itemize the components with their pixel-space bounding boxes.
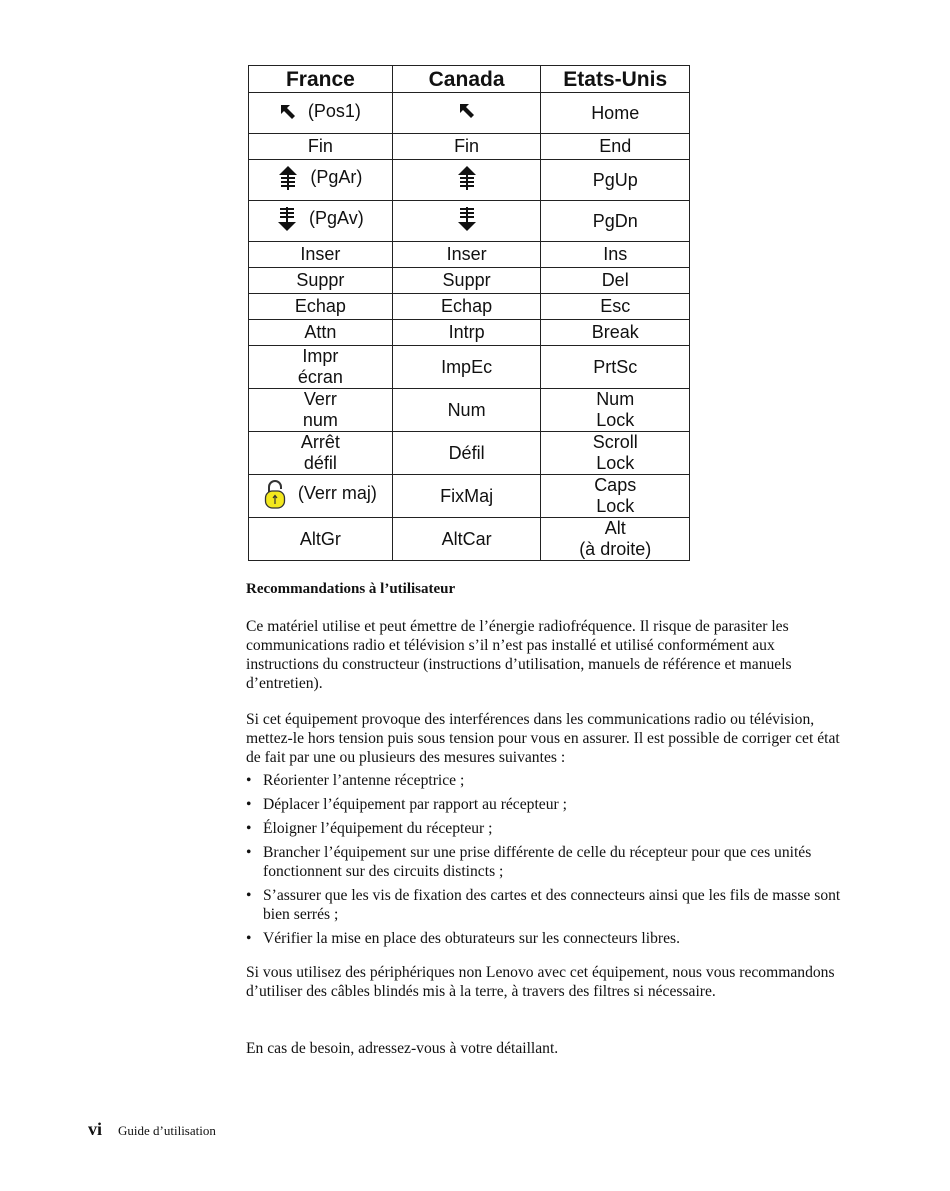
cell-etats-unis [541,432,690,475]
cell-line: (à droite) [579,539,652,559]
table-row [249,160,690,201]
cell-line: Lock [596,496,635,516]
cell-line: défil [303,453,337,473]
paragraph-shielded-cables: Si vous utilisez des périphériques non Lenovo avec cet équipement, nous vous recommandons d’utiliser des câbles blindés mis à la terre, à travers des filtres si nécessaire. [246,964,835,1000]
list-item: • Réorienter l’antenne réceptrice ; [246,771,846,790]
cell-line: Num [596,389,635,409]
padlock-icon [264,479,286,509]
cell-text: (PgAv) [309,208,364,228]
cell-etats-unis: Esc [541,294,690,320]
page-footer [88,1119,216,1140]
cell-etats-unis: Ins [541,242,690,268]
cell-text: (Verr maj) [297,483,377,503]
cell-line: Lock [596,453,635,473]
cell-line: num [302,410,338,430]
page-number: vi [88,1119,103,1139]
header-canada: Canada [392,66,541,93]
measures-list [246,771,846,953]
cell-line: Caps [594,475,637,495]
table-row [249,432,690,475]
header-etats-unis: Etats-Unis [541,66,690,93]
cell-etats-unis: Break [541,320,690,346]
table-row [249,389,690,432]
cell-france: AltGr [249,518,393,561]
section-heading: Recommandations à l’utilisateur [246,581,456,597]
list-item: • Brancher l’équipement sur une prise différente de celle du récepteur pour que ces unités fonctionnent sur des circuits distincts ; [246,843,846,881]
cell-etats-unis: Home [541,93,690,134]
home-arrow-icon [459,103,475,119]
cell-text: (Pos1) [307,101,361,122]
cell-line: Verr [303,389,337,409]
cell-france: Inser [249,242,393,268]
cell-france: Suppr [249,268,393,294]
table-row [249,93,690,134]
cell-france [249,93,393,134]
table-header-row [249,66,690,93]
table-row [249,134,690,160]
home-arrow-icon [280,104,296,120]
cell-etats-unis [541,518,690,561]
cell-etats-unis [541,475,690,518]
cell-france: Echap [249,294,393,320]
cell-canada: AltCar [392,518,541,561]
table-row [249,320,690,346]
cell-france [249,160,393,201]
cell-etats-unis: PgDn [541,201,690,242]
page-down-icon [457,207,477,231]
list-item: • Déplacer l’équipement par rapport au récepteur ; [246,795,846,814]
cell-line: Impr [302,346,339,366]
table-row [249,346,690,389]
cell-line: écran [297,367,343,387]
cell-etats-unis: End [541,134,690,160]
cell-france [249,346,393,389]
cell-france [249,201,393,242]
table-row [249,518,690,561]
cell-france [249,475,393,518]
page-up-icon [278,166,298,190]
page-down-icon [277,207,297,231]
table-row [249,242,690,268]
cell-canada: ImpEc [392,346,541,389]
table-row [249,268,690,294]
cell-france: Attn [249,320,393,346]
list-item: • Vérifier la mise en place des obturateurs sur les connecteurs libres. [246,929,846,948]
cell-canada: Défil [392,432,541,475]
paragraph-dealer: En cas de besoin, adressez-vous à votre détaillant. [246,1040,559,1057]
cell-canada [392,201,541,242]
cell-line: Lock [596,410,635,430]
cell-france [249,389,393,432]
cell-text: (PgAr) [310,167,363,187]
cell-line: Arrêt [300,432,340,452]
header-france: France [249,66,393,93]
cell-canada: Fin [392,134,541,160]
cell-etats-unis: PgUp [541,160,690,201]
cell-canada: Inser [392,242,541,268]
cell-canada: FixMaj [392,475,541,518]
cell-etats-unis: Del [541,268,690,294]
page-up-icon [457,166,477,190]
cell-canada: Intrp [392,320,541,346]
list-item: • S’assurer que les vis de fixation des cartes et des connecteurs ainsi que les fils de masse sont bien serrés ; [246,886,846,924]
cell-france: Fin [249,134,393,160]
cell-etats-unis [541,389,690,432]
paragraph-interference: Si cet équipement provoque des interférences dans les communications radio ou télévision, mettez-le hors tension puis sous tension pour vous en assurer. Il est possible de corriger cet état de fait par une ou plusieurs des mesures suivantes : [246,711,840,766]
cell-canada: Num [392,389,541,432]
guide-title: Guide d’utilisation [118,1123,216,1138]
paragraph-radio-energy: Ce matériel utilise et peut émettre de l’énergie radiofréquence. Il risque de parasiter les communications radio et télévision s’il n’est pas installé et utilisé conformément aux instructions du constructeur (instructions d’utilisation, manuels de référence et manuels d’entretien). [246,618,792,692]
cell-line: Alt [604,518,626,538]
list-item: • Éloigner l’équipement du récepteur ; [246,819,846,838]
cell-canada: Echap [392,294,541,320]
cell-canada [392,93,541,134]
cell-etats-unis: PrtSc [541,346,690,389]
table-row [249,201,690,242]
keyboard-key-table [248,65,690,561]
cell-canada [392,160,541,201]
cell-line: Scroll [592,432,638,452]
table-row [249,475,690,518]
cell-canada: Suppr [392,268,541,294]
table-row [249,294,690,320]
cell-france [249,432,393,475]
